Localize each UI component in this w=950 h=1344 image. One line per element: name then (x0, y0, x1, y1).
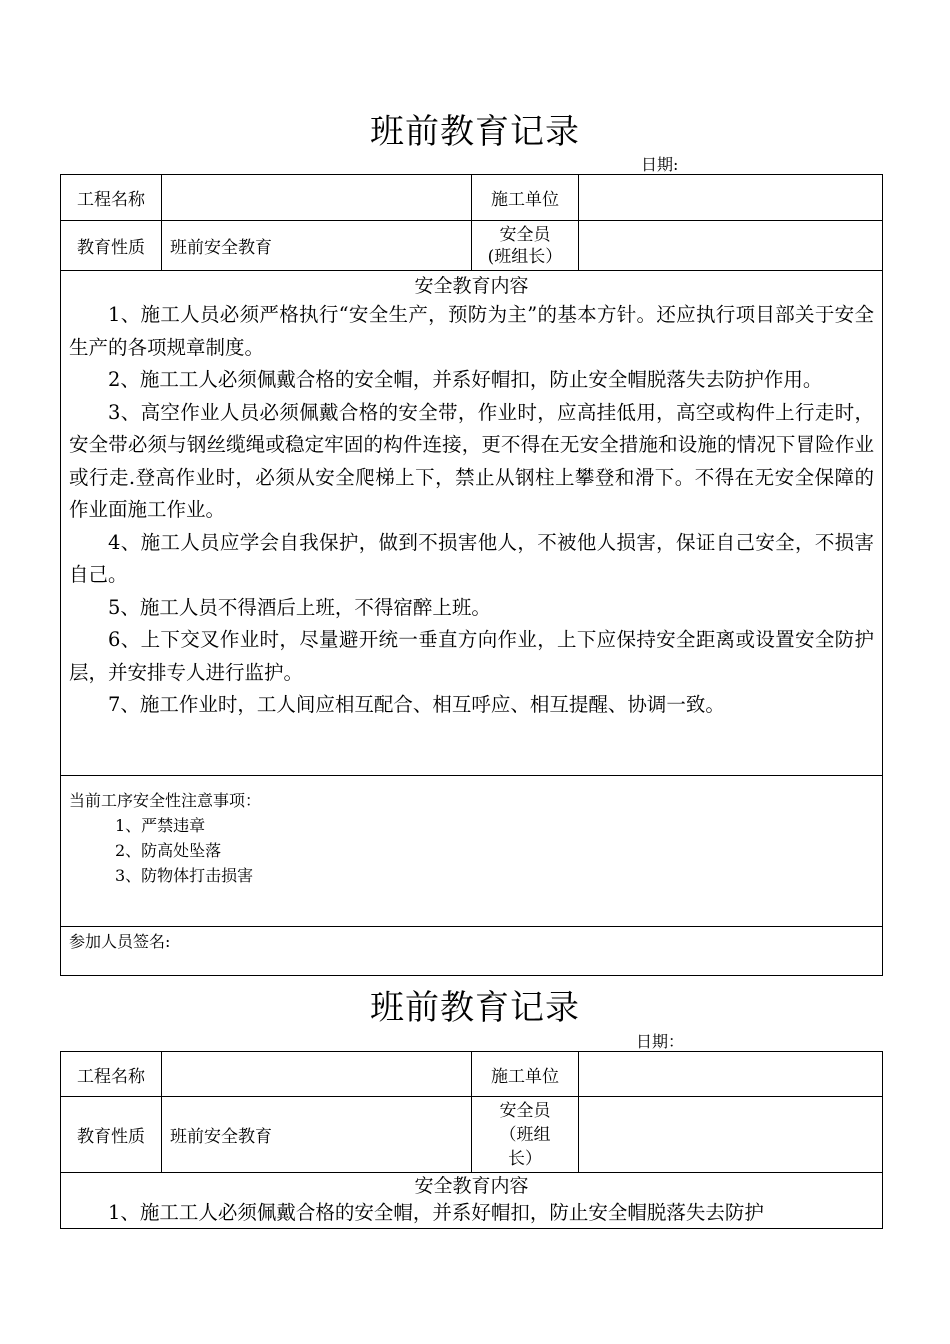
content-item: 1、施工工人必须佩戴合格的安全帽，并系好帽扣，防止安全帽脱落失去防护 (108, 1201, 764, 1224)
content-item: 1、施工人员必须严格执行“安全生产，预防为主”的基本方针。还应执行项目部关于安全生产的各项规章制度。 (69, 303, 874, 359)
education-type-label: 教育性质 (61, 221, 162, 271)
safety-content-cell (61, 271, 883, 776)
contractor-field[interactable] (579, 175, 883, 221)
content-item: 5、施工人员不得酒后上班，不得宿醉上班。 (108, 595, 491, 619)
contractor-field[interactable] (579, 1052, 883, 1097)
page-title: 班前教育记录 (370, 988, 580, 1028)
safety-officer-field[interactable] (579, 1097, 883, 1173)
project-name-field[interactable] (162, 1052, 472, 1097)
signature-cell[interactable] (61, 927, 883, 976)
signature-label: 参加人员签名: (69, 932, 171, 951)
education-type-value: 班前安全教育 (162, 221, 472, 271)
date-label: 日期： (636, 1032, 685, 1051)
date-label: 日期: (641, 155, 679, 174)
content-item: 6、上下交叉作业时，尽量避开统一垂直方向作业，上下应保持安全距离或设置安全防护层，并安排专人进行监护。 (69, 628, 874, 684)
education-type-label: 教育性质 (61, 1097, 162, 1173)
content-item: 7、施工作业时，工人间应相互配合、相互呼应、相互提醒、协调一致。 (108, 693, 725, 716)
content-item: 2、施工工人必须佩戴合格的安全帽，并系好帽扣，防止安全帽脱落失去防护作用。 (108, 368, 823, 391)
notes-item: 3、防物体打击损害 (115, 866, 254, 885)
safety-officer-label (472, 1097, 579, 1173)
safety-officer-label-line3: 长） (508, 1148, 542, 1169)
notes-heading: 当前工序安全性注意事项： (69, 791, 262, 810)
project-name-field[interactable] (162, 175, 472, 221)
contractor-label: 施工单位 (472, 175, 579, 221)
safety-officer-label-line2: （班组 (499, 1124, 551, 1145)
project-name-label: 工程名称 (61, 175, 162, 221)
notes-item: 2、防高处坠落 (115, 841, 222, 860)
notes-cell[interactable] (61, 776, 883, 927)
project-name-label: 工程名称 (61, 1052, 162, 1097)
page-title: 班前教育记录 (370, 112, 580, 152)
safety-officer-label-line2: (班组长） (487, 246, 563, 267)
content-heading: 安全教育内容 (414, 275, 529, 297)
content-item: 3、高空作业人员必须佩戴合格的安全带，作业时，应高挂低用，高空或构件上行走时，安全带必须与钢丝缆绳或稳定牢固的构件连接，更不得在无安全措施和设施的情况下冒险作业或行走.登高作业时，必须从安全爬梯上下，禁止从钢柱上攀登和滑下。不得在无安全保障的作业面施工作业。 (69, 400, 874, 521)
education-record-form (60, 174, 883, 976)
content-item: 4、施工人员应学会自我保护，做到不损害他人，不被他人损害，保证自己安全，不损害自己。 (69, 530, 874, 586)
content-heading: 安全教育内容 (414, 1175, 529, 1197)
safety-officer-label (472, 221, 579, 271)
safety-officer-field[interactable] (579, 221, 883, 271)
education-record-form (60, 1051, 883, 1229)
safety-officer-label-line1: 安全员 (499, 224, 551, 245)
safety-officer-label-line1: 安全员 (499, 1100, 551, 1121)
education-type-value: 班前安全教育 (162, 1097, 472, 1173)
notes-item: 1、严禁违章 (115, 816, 206, 835)
contractor-label: 施工单位 (472, 1052, 579, 1097)
safety-content-cell (61, 1173, 883, 1229)
